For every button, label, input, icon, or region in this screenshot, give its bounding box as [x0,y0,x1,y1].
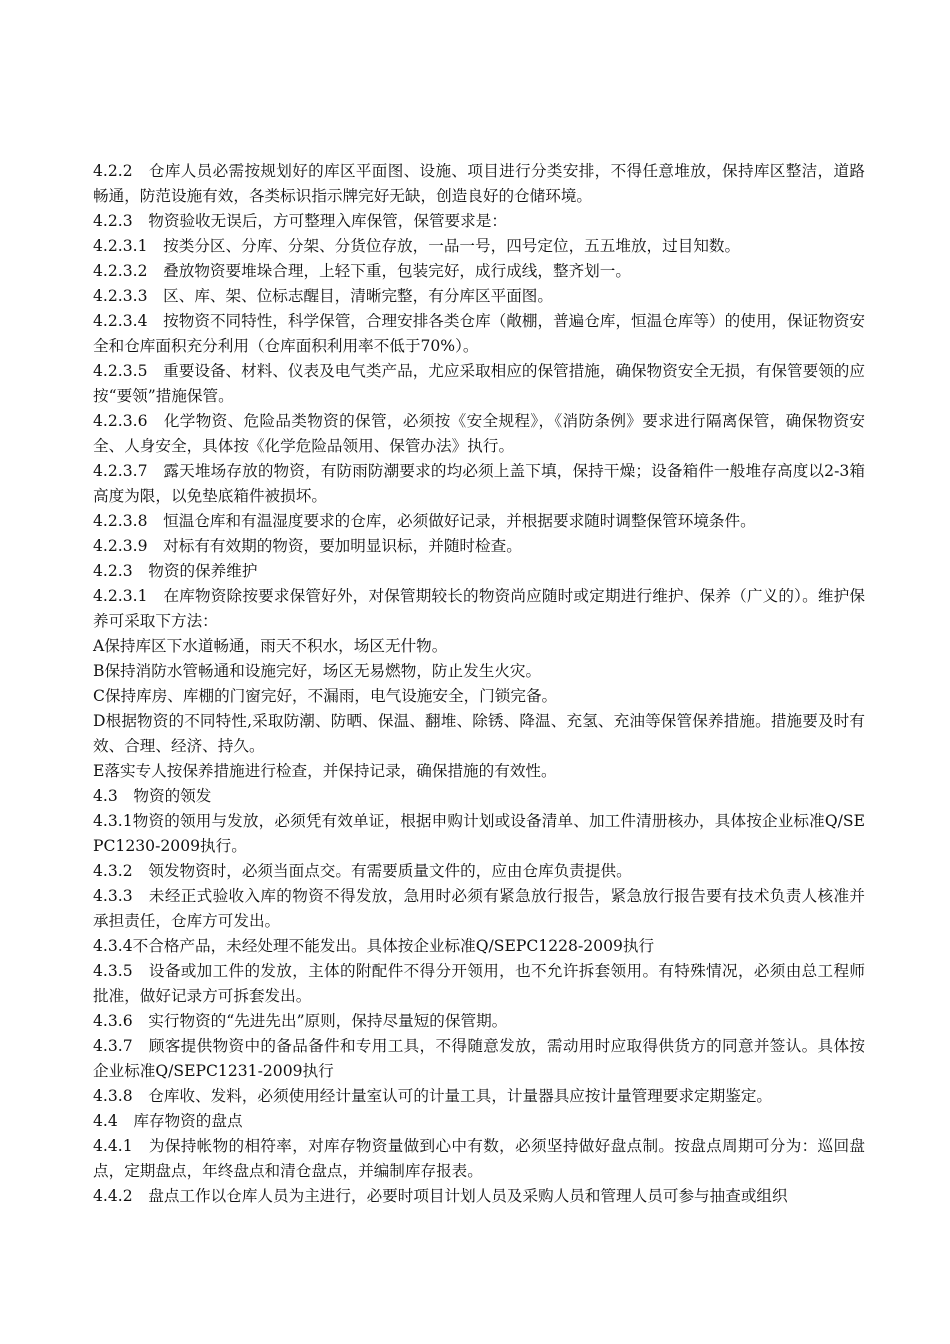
paragraph-maintenance-intro: 4.2.3.1 在库物资除按要求保管好外，对保管期较长的物资尚应随时或定期进行维护、保养（广义的）。维护保养可采取下方法： [93,587,865,630]
paragraph-4-2-3-4: 4.2.3.4 按物资不同特性，科学保管，合理安排各类仓库（敞棚，普遍仓库，恒温仓库等）的使用，保证物资安全和仓库面积充分利用（仓库面积利用率不低于70%）。 [93,312,865,355]
paragraph-4-2-3-3: 4.2.3.3 区、库、架、位标志醒目，清晰完整，有分库区平面图。 [93,287,553,305]
paragraph-4-4-1: 4.4.1 为保持帐物的相符率，对库存物资量做到心中有数，必须坚持做好盘点制。按盘点周期可分为：巡回盘点，定期盘点，年终盘点和清仓盘点，并编制库存报表。 [93,1137,865,1180]
list-item-b: B保持消防水管畅通和设施完好，场区无易燃物，防止发生火灾。 [93,662,542,680]
paragraph-4-2-3-8: 4.2.3.8 恒温仓库和有温湿度要求的仓库，必须做好记录，并根据要求随时调整保管环境条件。 [93,512,756,530]
paragraph-4-2-3-2: 4.2.3.2 叠放物资要堆垛合理，上轻下重，包装完好，成行成线，整齐划一。 [93,262,631,280]
paragraph-4-3-2: 4.3.2 领发物资时，必须当面点交。有需要质量文件的，应由仓库负责提供。 [93,862,632,880]
paragraph-4-2-3-9: 4.2.3.9 对标有有效期的物资，要加明显识标，并随时检查。 [93,537,522,555]
section-heading-4-4: 4.4 库存物资的盘点 [93,1112,243,1130]
paragraph-4-3-5: 4.3.5 设备或加工件的发放，主体的附配件不得分开领用，也不允许拆套领用。有特殊情况，必须由总工程师批准，做好记录方可拆套发出。 [93,962,865,1005]
list-item-d: D根据物资的不同特性,采取防潮、防晒、保温、翻堆、除锈、降温、充氢、充油等保管保养措施。措施要及时有效、合理、经济、持久。 [93,712,865,755]
list-item-a: A保持库区下水道畅通，雨天不积水，场区无什物。 [93,637,448,655]
paragraph-4-4-2: 4.4.2 盘点工作以仓库人员为主进行，必要时项目计划人员及采购人员和管理人员可参与抽查或组织 [93,1187,788,1205]
paragraph-4-2-3-5: 4.2.3.5 重要设备、材料、仪表及电气类产品，尤应采取相应的保管措施，确保物资安全无损，有保管要领的应按“要领”措施保管。 [93,362,865,405]
paragraph-4-3-6: 4.3.6 实行物资的“先进先出”原则，保持尽量短的保管期。 [93,1012,508,1030]
paragraph-4-3-1: 4.3.1物资的领用与发放，必须凭有效单证，根据申购计划或设备清单、加工件清册核办，具体按企业标准Q/SEPC1230-2009执行。 [93,812,865,855]
paragraph-4-2-3-1: 4.2.3.1 按类分区、分库、分架、分货位存放，一品一号，四号定位，五五堆放，过目知数。 [93,237,741,255]
paragraph-4-2-3-7: 4.2.3.7 露天堆场存放的物资，有防雨防潮要求的均必须上盖下填，保持干燥；设备箱件一般堆存高度以2-3箱高度为限，以免垫底箱件被损坏。 [93,462,865,505]
paragraph-4-3-8: 4.3.8 仓库收、发料，必须使用经计量室认可的计量工具，计量器具应按计量管理要求定期鉴定。 [93,1087,773,1105]
paragraph-4-2-3: 4.2.3 物资验收无误后，方可整理入库保管，保管要求是： [93,212,507,230]
paragraph-4-2-3-6: 4.2.3.6 化学物资、危险品类物资的保管，必须按《安全规程》，《消防条例》要求进行隔离保管，确保物资安全、人身安全，具体按《化学危险品领用、保管办法》执行。 [93,412,865,455]
list-item-e: E落实专人按保养措施进行检查，并保持记录，确保措施的有效性。 [93,762,557,780]
paragraph-4-3-4: 4.3.4不合格产品，未经处理不能发出。具体按企业标准Q/SEPC1228-2009执行 [93,937,655,955]
document-page [93,159,865,1209]
section-heading-4-3: 4.3 物资的领发 [93,787,212,805]
paragraph-4-3-3: 4.3.3 未经正式验收入库的物资不得发放，急用时必须有紧急放行报告，紧急放行报告要有技术负责人核准并承担责任，仓库方可发出。 [93,887,865,930]
list-item-c: C保持库房、库棚的门窗完好，不漏雨，电气设施安全，门锁完备。 [93,687,558,705]
paragraph-4-3-7: 4.3.7 顾客提供物资中的备品备件和专用工具，不得随意发放，需动用时应取得供货方的同意并签认。具体按企业标准Q/SEPC1231-2009执行 [93,1037,865,1080]
section-heading-maintenance: 4.2.3 物资的保养维护 [93,562,258,580]
paragraph-4-2-2: 4.2.2 仓库人员必需按规划好的库区平面图、设施、项目进行分类安排，不得任意堆放，保持库区整洁，道路畅通，防范设施有效，各类标识指示牌完好无缺，创造良好的仓储环境。 [93,162,865,205]
